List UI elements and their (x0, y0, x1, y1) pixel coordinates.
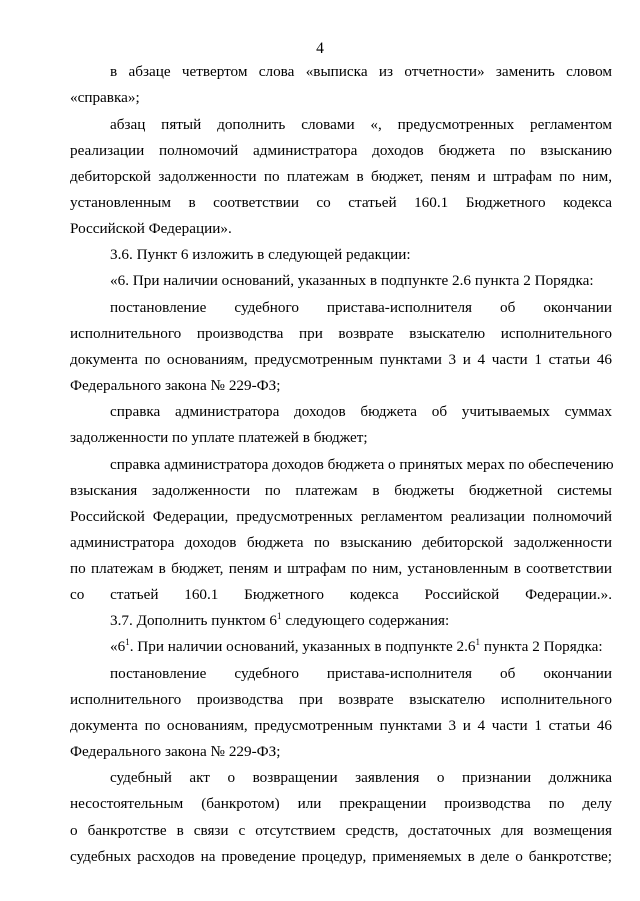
text-line: Российской Федерации». (70, 220, 232, 237)
text-line: задолженности по уплате платежей в бюджет; (70, 429, 368, 446)
text-line: документа по основаниям, предусмотренным пунктами 3 и 4 части 1 статьи 46 (70, 351, 612, 368)
page-number: 4 (316, 40, 324, 57)
text-fragment: следующего содержания: (281, 612, 450, 629)
text-line: «справка»; (70, 89, 140, 106)
text-line (110, 611, 612, 631)
text-line: Федерального закона № 229-ФЗ; (70, 743, 281, 760)
text-line: постановление судебного пристава-исполнителя об окончании (110, 665, 612, 682)
text-line: несостоятельным (банкротом) или прекращении производства по делу (70, 795, 612, 812)
text-fragment: 3.7. Дополнить пунктом 6 (110, 612, 278, 629)
text-fragment: «6 (110, 638, 126, 655)
text-line: судебных расходов на проведение процедур, применяемых в деле о банкротстве; (70, 848, 612, 865)
text-line: со статьей 160.1 Бюджетного кодекса Российской Федерации.». (70, 586, 612, 603)
text-line: абзац пятый дополнить словами «, предусмотренных регламентом (110, 116, 612, 133)
text-line: «6. При наличии оснований, указанных в подпункте 2.6 пункта 2 Порядка: (110, 272, 594, 289)
text-line: 3.6. Пункт 6 изложить в следующей редакции: (110, 246, 411, 263)
text-line: справка администратора доходов бюджета о принятых мерах по обеспечению (110, 456, 614, 473)
text-line: Федерального закона № 229-ФЗ; (70, 377, 281, 394)
text-line: Российской Федерации, предусмотренных регламентом реализации полномочий (70, 508, 612, 525)
superscript: 1 (125, 637, 130, 647)
text-line: исполнительного производства при возврате взыскателю исполнительного (70, 691, 612, 708)
text-line: судебный акт о возвращении заявления о признании должника (110, 769, 612, 786)
text-line: постановление судебного пристава-исполнителя об окончании (110, 299, 612, 316)
text-fragment: . При наличии оснований, указанных в подпункте 2.6 (129, 638, 476, 655)
text-line: в абзаце четвертом слова «выписка из отчетности» заменить словом (110, 63, 612, 80)
text-line: взыскания задолженности по платежам в бюджеты бюджетной системы (70, 482, 612, 499)
text-line: исполнительного производства при возврате взыскателю исполнительного (70, 325, 612, 342)
text-line: справка администратора доходов бюджета об учитываемых суммах (110, 403, 612, 420)
text-line: по платежам в бюджет, пеням и штрафам по ним, установленным в соответствии (70, 560, 612, 577)
text-line (110, 637, 612, 657)
superscript: 1 (277, 611, 282, 621)
text-line: администратора доходов бюджета по взысканию дебиторской задолженности (70, 534, 612, 551)
superscript: 1 (475, 637, 481, 647)
text-fragment: пункта 2 Порядка: (480, 638, 603, 655)
text-line: документа по основаниям, предусмотренным пунктами 3 и 4 части 1 статьи 46 (70, 717, 612, 734)
text-line: о банкротстве в связи с отсутствием средств, достаточных для возмещения (70, 822, 612, 839)
text-line: установленным в соответствии со статьей 160.1 Бюджетного кодекса (70, 194, 612, 211)
text-line: дебиторской задолженности по платежам в бюджет, пеням и штрафам по ним, (70, 168, 612, 185)
text-line: реализации полномочий администратора доходов бюджета по взысканию (70, 142, 612, 159)
